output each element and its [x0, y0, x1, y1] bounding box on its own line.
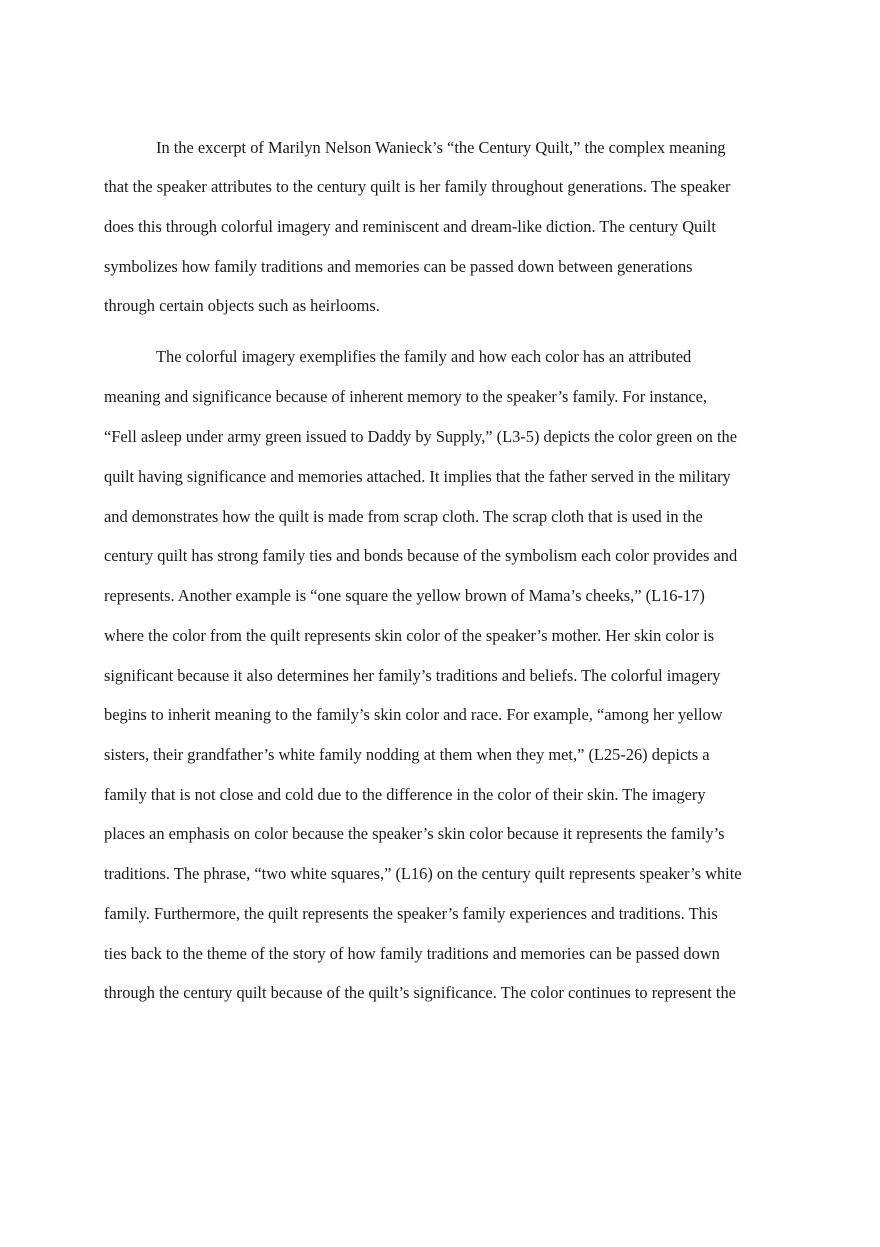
text-line: ties back to the theme of the story of how family traditions and memories can be passed down — [104, 944, 720, 963]
text-line: that the speaker attributes to the century quilt is her family throughout generations. The speaker — [104, 177, 731, 196]
text-line: “Fell asleep under army green issued to Daddy by Supply,” (L3-5) depicts the color green on the — [104, 427, 737, 446]
text-line: family. Furthermore, the quilt represents the speaker’s family experiences and traditions. This — [104, 904, 718, 923]
text-line: traditions. The phrase, “two white squares,” (L16) on the century quilt represents speaker’s white — [104, 864, 742, 883]
text-line: meaning and significance because of inherent memory to the speaker’s family. For instance, — [104, 387, 708, 406]
text-line: century quilt has strong family ties and bonds because of the symbolism each color provides and — [104, 546, 738, 565]
text-line: quilt having significance and memories attached. It implies that the father served in the military — [104, 467, 731, 486]
text-line: In the excerpt of Marilyn Nelson Wanieck’s “the Century Quilt,” the complex meaning — [156, 138, 726, 157]
text-line: sisters, their grandfather’s white family nodding at them when they met,” (L25-26) depicts a — [104, 745, 710, 764]
text-line: begins to inherit meaning to the family’s skin color and race. For example, “among her yellow — [104, 705, 723, 724]
text-line: does this through colorful imagery and reminiscent and dream-like diction. The century Quilt — [104, 217, 716, 236]
text-line: places an emphasis on color because the speaker’s skin color because it represents the family’s — [104, 824, 725, 843]
text-line: and demonstrates how the quilt is made from scrap cloth. The scrap cloth that is used in the — [104, 507, 703, 526]
text-line: family that is not close and cold due to the difference in the color of their skin. The imagery — [104, 785, 706, 804]
text-line: through the century quilt because of the quilt’s significance. The color continues to represent the — [104, 983, 736, 1002]
text-line: significant because it also determines her family’s traditions and beliefs. The colorful imagery — [104, 666, 721, 685]
text-line: symbolizes how family traditions and memories can be passed down between generations — [104, 257, 693, 276]
text-line: represents. Another example is “one square the yellow brown of Mama’s cheeks,” (L16-17) — [104, 586, 705, 605]
text-line: where the color from the quilt represents skin color of the speaker’s mother. Her skin color is — [104, 626, 715, 645]
text-line: through certain objects such as heirlooms. — [104, 296, 380, 315]
text-line: The colorful imagery exemplifies the family and how each color has an attributed — [156, 347, 692, 366]
